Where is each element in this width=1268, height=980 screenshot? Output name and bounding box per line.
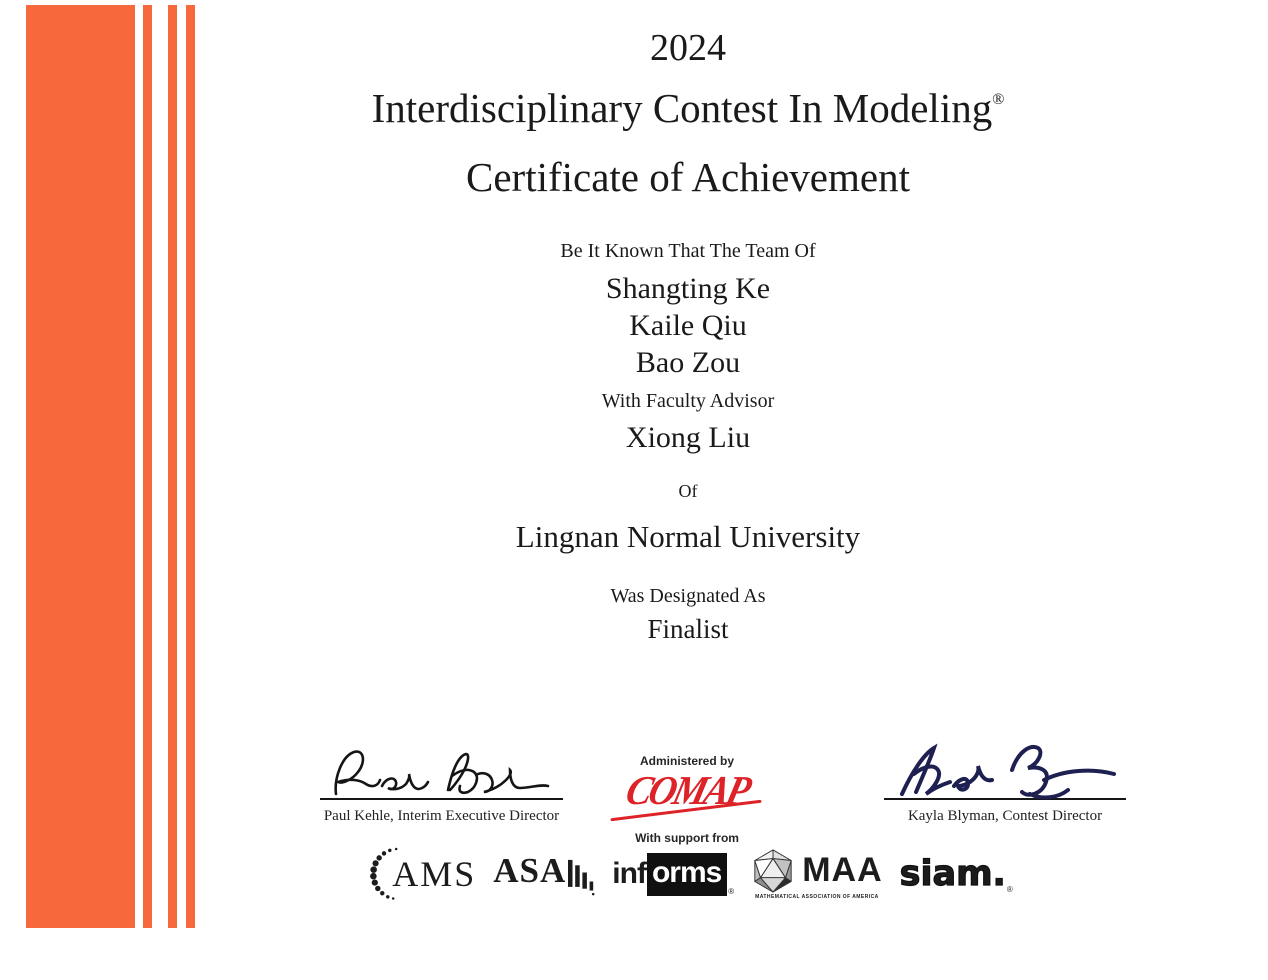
advisor-intro-text: With Faculty Advisor <box>601 390 775 412</box>
certificate-subtitle: Certificate of Achievement <box>466 154 910 200</box>
team-member-name: Shangting Ke <box>605 272 771 305</box>
asa-logo <box>493 851 595 897</box>
informs-logo <box>612 853 734 896</box>
contest-title-text: Interdisciplinary Contest In Modeling <box>371 85 993 131</box>
designation-award: Finalist <box>647 614 729 644</box>
maa-subtext: MATHEMATICAL ASSOCIATION OF AMERICA <box>755 893 879 900</box>
signature-line <box>884 798 1126 800</box>
contest-year: 2024 <box>650 27 726 69</box>
team-member-name: Kaile Qiu <box>629 309 747 342</box>
contest-title <box>196 84 1180 132</box>
advisor-name: Xiong Liu <box>625 421 751 454</box>
comap-logo-text: COMAP <box>621 768 753 814</box>
left-signature-block <box>320 746 563 825</box>
ams-logo <box>363 845 476 903</box>
maa-logo-top <box>751 849 882 893</box>
informs-registered-mark: ® <box>728 886 735 896</box>
support-from-label: With support from <box>635 831 739 845</box>
administration-block <box>598 754 776 850</box>
administered-by-label: Administered by <box>639 754 735 768</box>
signature-line <box>320 798 563 800</box>
right-signature-block <box>884 742 1126 825</box>
siam-logo <box>900 854 1013 894</box>
team-member-name: Bao Zou <box>635 346 741 379</box>
paul-kehle-signature-icon <box>320 746 563 800</box>
asa-bars-icon <box>568 857 595 897</box>
siam-logo-text: siam. <box>899 854 1006 894</box>
maa-logo-text: MAA <box>802 851 883 889</box>
maa-logo <box>751 849 882 900</box>
siam-registered-mark: ® <box>1006 885 1013 894</box>
of-label: Of <box>678 481 698 501</box>
ams-logo-text: AMS <box>392 854 477 894</box>
left-signature-caption: Paul Kehle, Interim Executive Director <box>323 808 560 824</box>
sponsor-logos-row <box>196 843 1180 905</box>
maa-polyhedron-icon <box>751 849 795 893</box>
designation-intro-text: Was Designated As <box>610 585 766 607</box>
team-intro-text: Be It Known That The Team Of <box>560 240 816 262</box>
left-border-stripe-3 <box>186 5 195 928</box>
kayla-blyman-signature-icon <box>884 742 1126 800</box>
left-border-band <box>26 5 135 928</box>
comap-logo <box>598 767 776 819</box>
right-signature-caption: Kayla Blyman, Contest Director <box>907 808 1103 824</box>
left-border-stripe-1 <box>143 5 152 928</box>
asa-logo-text: ASA <box>493 851 567 890</box>
institution-name: Lingnan Normal University <box>515 519 861 554</box>
left-border-stripe-2 <box>168 5 177 928</box>
registered-mark: ® <box>992 91 1005 108</box>
informs-boxed-text: orms <box>647 853 727 896</box>
informs-prefix-text: inf <box>612 857 646 890</box>
